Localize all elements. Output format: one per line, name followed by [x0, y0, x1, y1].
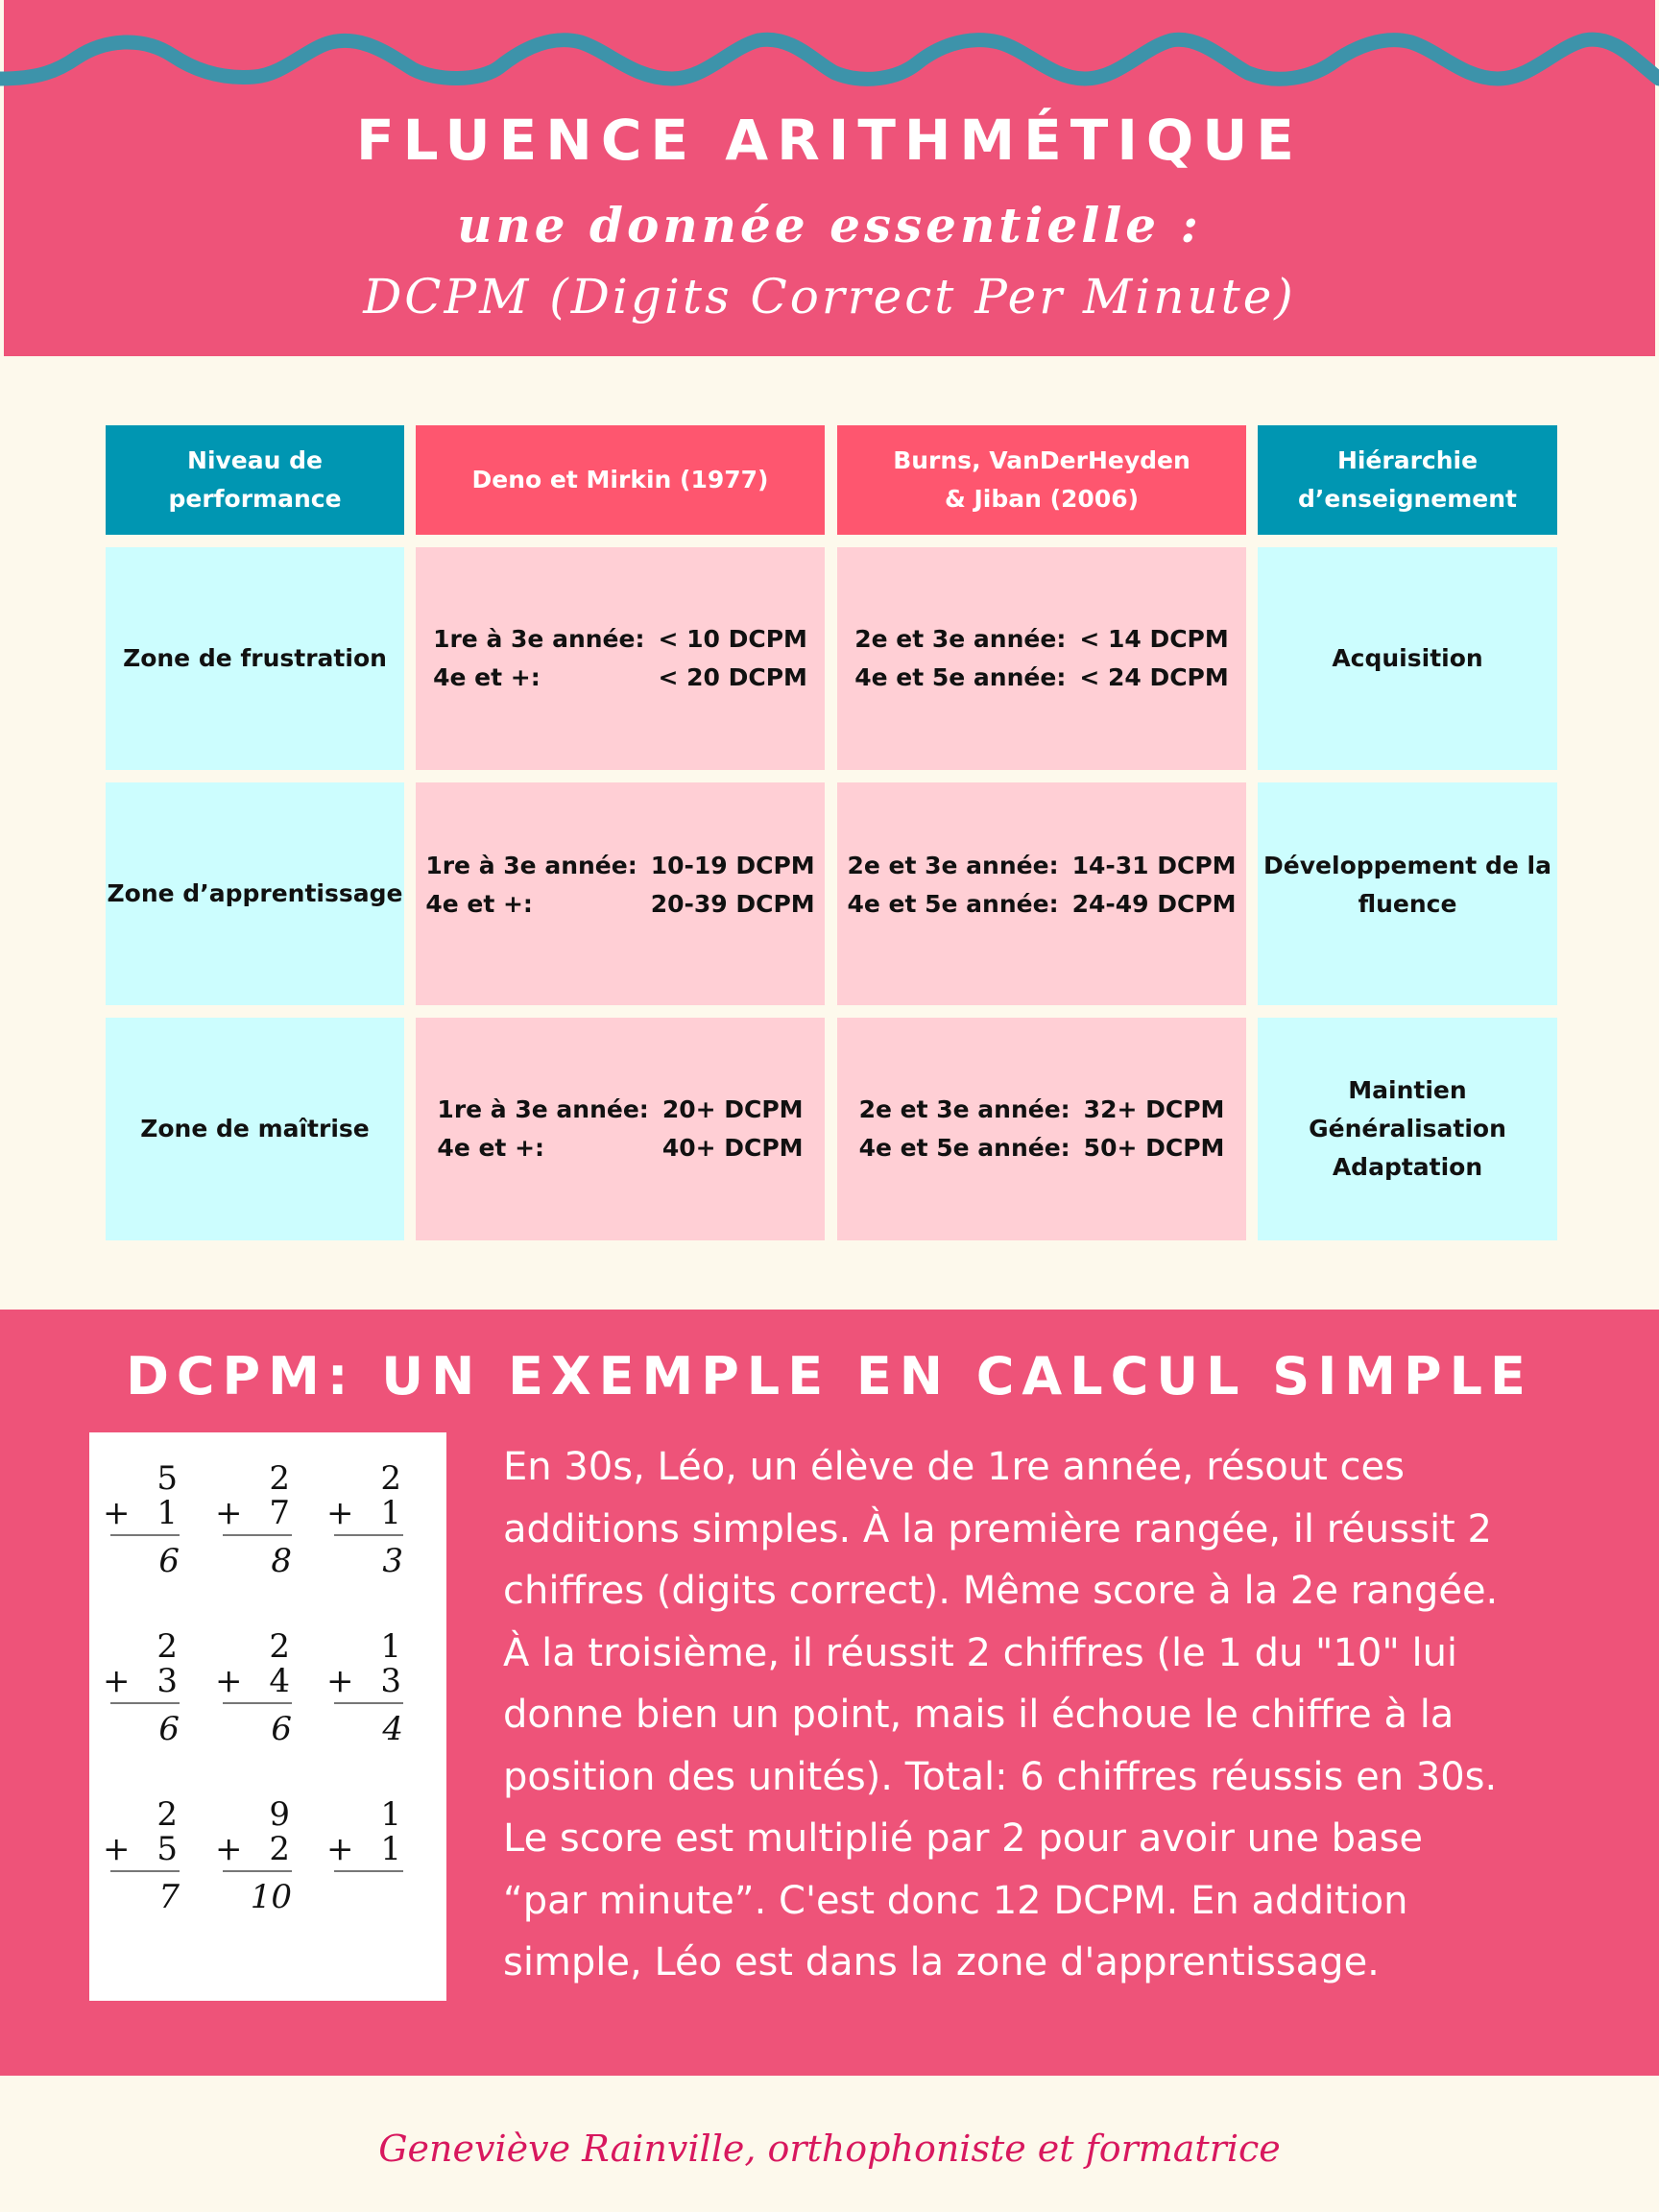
explanation-line: “par minute”. C'est donc 12 DCPM. En addition — [503, 1878, 1408, 1923]
addend-top: 2 — [156, 1627, 178, 1666]
grade-label: 1re à 3e année: — [425, 852, 637, 879]
grade-line — [859, 1091, 1225, 1129]
hierarchy-label: Généralisation — [1309, 1115, 1506, 1142]
grade-line — [433, 659, 807, 697]
grade-value: 20+ DCPM — [661, 1095, 804, 1123]
addition-problem — [326, 1459, 407, 1584]
grade-line — [854, 659, 1229, 697]
zone-label: Zone d’apprentissage — [107, 879, 403, 907]
handwritten-answer: 8 — [271, 1542, 292, 1580]
sum-line — [334, 1870, 403, 1872]
hierarchy-label: fluence — [1358, 890, 1457, 918]
column-header-text: Niveau de — [187, 446, 323, 474]
sum-line — [223, 1870, 292, 1872]
grade-value: 14-31 DCPM — [1071, 852, 1237, 879]
addition-problem — [215, 1627, 296, 1752]
column-header-text: d’enseignement — [1298, 485, 1517, 513]
addend-top: 2 — [380, 1459, 401, 1498]
addition-problem — [103, 1627, 183, 1752]
hierarchy-label: Acquisition — [1332, 644, 1483, 672]
handwritten-answer: 3 — [382, 1542, 403, 1580]
addition-problem — [326, 1795, 407, 1920]
grade-label: 4e et 5e année: — [847, 890, 1059, 918]
sum-line — [110, 1870, 180, 1872]
grade-value: 10-19 DCPM — [650, 852, 815, 879]
page-subtitle-line2: DCPM (Digits Correct Per Minute) — [363, 269, 1296, 325]
explanation-line: En 30s, Léo, un élève de 1re année, résout ces — [503, 1445, 1405, 1489]
zone-label: Zone de maîtrise — [140, 1115, 370, 1142]
zone-cell-maitrise — [106, 1018, 404, 1240]
grade-label: 4e et +: — [433, 663, 541, 691]
zone-cell-frustration — [106, 547, 404, 770]
column-header-text: performance — [168, 485, 342, 513]
addend-bottom: 2 — [269, 1830, 290, 1868]
addition-problem — [326, 1627, 407, 1752]
hierarchy-cell-frustration — [1258, 547, 1557, 770]
addend-bottom: 4 — [269, 1662, 290, 1700]
explanation-line: donne bien un point, mais il échoue le chiffre à la — [503, 1693, 1455, 1737]
column-header-burns — [837, 425, 1246, 535]
deno-cell-apprentissage — [416, 782, 825, 1005]
addition-problem — [215, 1795, 296, 1920]
grade-label: 4e et +: — [425, 890, 533, 918]
example-explanation — [503, 1436, 1598, 1994]
burns-cell-frustration — [837, 547, 1246, 770]
burns-cell-apprentissage — [837, 782, 1246, 1005]
deno-cell-frustration — [416, 547, 825, 770]
addend-bottom: 1 — [380, 1494, 401, 1532]
addition-problem — [103, 1795, 183, 1920]
grade-value: < 24 DCPM — [1079, 663, 1229, 691]
sum-line — [223, 1534, 292, 1536]
wave-icon — [0, 29, 1659, 96]
grade-label: 4e et 5e année: — [854, 663, 1067, 691]
addend-bottom: 1 — [380, 1830, 401, 1868]
grade-value: < 10 DCPM — [658, 625, 807, 653]
explanation-line: chiffres (digits correct). Même score à la 2e rangée. — [503, 1569, 1499, 1613]
grade-line — [859, 1129, 1225, 1167]
grade-line — [854, 620, 1229, 659]
example-title: DCPM: UN EXEMPLE EN CALCUL SIMPLE — [126, 1346, 1533, 1407]
explanation-line: À la troisième, il réussit 2 chiffres (le 1 du "10" lui — [503, 1630, 1458, 1675]
column-header-niveau — [106, 425, 404, 535]
addend-top: 2 — [156, 1795, 178, 1834]
grade-value: 50+ DCPM — [1083, 1134, 1225, 1162]
sum-line — [110, 1534, 180, 1536]
column-header-text: Deno et Mirkin (1977) — [471, 466, 769, 493]
deno-cell-maitrise — [416, 1018, 825, 1240]
addition-problem — [103, 1459, 183, 1584]
hierarchy-cell-maitrise — [1258, 1018, 1557, 1240]
explanation-line: Le score est multiplié par 2 pour avoir une base — [503, 1816, 1424, 1861]
addend-bottom: 3 — [156, 1662, 178, 1700]
grade-line — [847, 885, 1236, 924]
grade-label: 2e et 3e année: — [858, 1095, 1070, 1123]
addend-top: 1 — [380, 1795, 401, 1834]
plus-icon: + — [215, 1494, 243, 1532]
handwritten-answer: 10 — [250, 1878, 292, 1916]
grade-label: 4e et +: — [437, 1134, 545, 1162]
grade-line — [437, 1129, 803, 1167]
column-header-text: Burns, VanDerHeyden — [893, 446, 1190, 474]
grade-label: 1re à 3e année: — [437, 1095, 649, 1123]
handwritten-answer: 6 — [158, 1710, 180, 1748]
handwritten-answer: 7 — [158, 1878, 180, 1916]
column-header-text: & Jiban (2006) — [944, 485, 1140, 513]
author-signature: Geneviève Rainville, orthophoniste et formatrice — [378, 2128, 1281, 2170]
addition-problem — [215, 1459, 296, 1584]
grade-line — [433, 620, 807, 659]
addend-top: 9 — [269, 1795, 290, 1834]
handwritten-answer: 4 — [382, 1710, 403, 1748]
plus-icon: + — [215, 1830, 243, 1868]
column-header-text: Hiérarchie — [1336, 446, 1479, 474]
grade-label: 4e et 5e année: — [858, 1134, 1070, 1162]
sum-line — [110, 1702, 180, 1704]
explanation-line: position des unités). Total: 6 chiffres réussis en 30s. — [503, 1754, 1498, 1799]
explanation-line: simple, Léo est dans la zone d'apprentissage. — [503, 1940, 1380, 1984]
grade-value: 20-39 DCPM — [650, 890, 815, 918]
addend-bottom: 3 — [380, 1662, 401, 1700]
plus-icon: + — [326, 1494, 354, 1532]
plus-icon: + — [103, 1830, 131, 1868]
addend-top: 5 — [156, 1459, 178, 1498]
grade-label: 1re à 3e année: — [433, 625, 645, 653]
addend-top: 1 — [380, 1627, 401, 1666]
hierarchy-label: Développement de la — [1263, 852, 1551, 879]
addend-bottom: 7 — [269, 1494, 290, 1532]
explanation-line: additions simples. À la première rangée, il réussit 2 — [503, 1506, 1492, 1551]
sum-line — [223, 1702, 292, 1704]
plus-icon: + — [103, 1662, 131, 1700]
addition-worksheet — [89, 1432, 446, 2001]
addend-top: 2 — [269, 1627, 290, 1666]
handwritten-answer: 6 — [271, 1710, 292, 1748]
column-header-hierarchie — [1258, 425, 1557, 535]
page-title: FLUENCE ARITHMÉTIQUE — [356, 108, 1303, 173]
burns-cell-maitrise — [837, 1018, 1246, 1240]
grade-value: 32+ DCPM — [1083, 1095, 1225, 1123]
sum-line — [334, 1534, 403, 1536]
hierarchy-label: Maintien — [1348, 1076, 1467, 1104]
grade-line — [425, 885, 814, 924]
plus-icon: + — [326, 1662, 354, 1700]
page-subtitle-line1: une donnée essentielle : — [457, 197, 1202, 253]
grade-value: 40+ DCPM — [661, 1134, 804, 1162]
zone-label: Zone de frustration — [123, 644, 387, 672]
sum-line — [334, 1702, 403, 1704]
grade-label: 2e et 3e année: — [847, 852, 1059, 879]
plus-icon: + — [215, 1662, 243, 1700]
hierarchy-label: Adaptation — [1332, 1153, 1483, 1181]
grade-value: 24-49 DCPM — [1071, 890, 1237, 918]
handwritten-answer: 6 — [158, 1542, 180, 1580]
grade-line — [425, 847, 814, 885]
hierarchy-cell-apprentissage — [1258, 782, 1557, 1005]
grade-value: < 20 DCPM — [658, 663, 807, 691]
plus-icon: + — [326, 1830, 354, 1868]
zone-cell-apprentissage — [106, 782, 404, 1005]
grade-line — [437, 1091, 803, 1129]
grade-value: < 14 DCPM — [1079, 625, 1229, 653]
addend-bottom: 5 — [156, 1830, 178, 1868]
plus-icon: + — [103, 1494, 131, 1532]
addend-bottom: 1 — [156, 1494, 178, 1532]
addend-top: 2 — [269, 1459, 290, 1498]
grade-line — [847, 847, 1236, 885]
grade-label: 2e et 3e année: — [854, 625, 1067, 653]
column-header-deno — [416, 425, 825, 535]
